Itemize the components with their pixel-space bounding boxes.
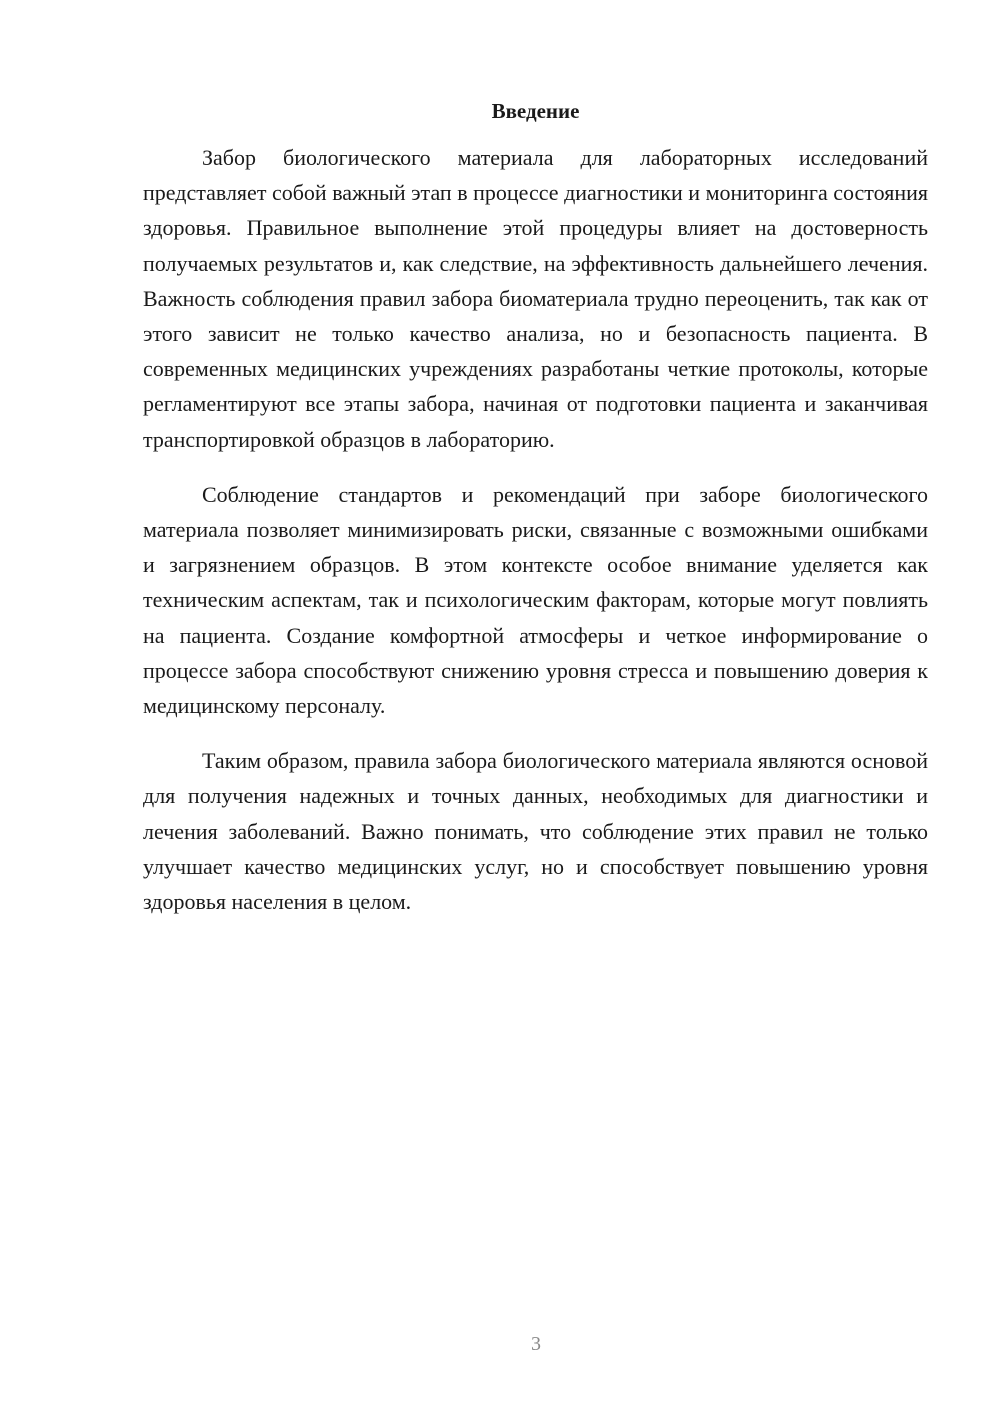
- page-number: 3: [531, 1333, 541, 1355]
- paragraph-1: Забор биологического материала для лабораторных исследований представляет собой важный этап в процессе диагностики и мониторинга состояния здоровья. Правильное выполнение этой процедуры влияет на достоверность получаемых результатов и, как следствие, на эффективность дальнейшего лечения. Важность соблюдения правил забора биоматериала трудно переоценить, так как от этого зависит не только качество анализа, но и безопасность пациента. В современных медицинских учреждениях разработаны четкие протоколы, которые регламентируют все этапы забора, начиная от подготовки пациента и заканчивая транспортировкой образцов в лабораторию.: [143, 145, 928, 452]
- section-title: Введение: [491, 99, 580, 123]
- page-content: [143, 96, 928, 939]
- paragraph-2: Соблюдение стандартов и рекомендаций при заборе биологического материала позволяет минимизировать риски, связанные с возможными ошибками и загрязнением образцов. В этом контексте особое внимание уделяется как техническим аспектам, так и психологическим факторам, которые могут повлиять на пациента. Создание комфортной атмосферы и четкое информирование о процессе забора способствуют снижению уровня стресса и повышению доверия к медицинскому персоналу.: [143, 481, 928, 719]
- paragraph-3: Таким образом, правила забора биологического материала являются основой для получения надежных и точных данных, необходимых для диагностики и лечения заболеваний. Важно понимать, что соблюдение этих правил не только улучшает качество медицинских услуг, но и способствует повышению уровня здоровья населения в целом.: [143, 748, 928, 915]
